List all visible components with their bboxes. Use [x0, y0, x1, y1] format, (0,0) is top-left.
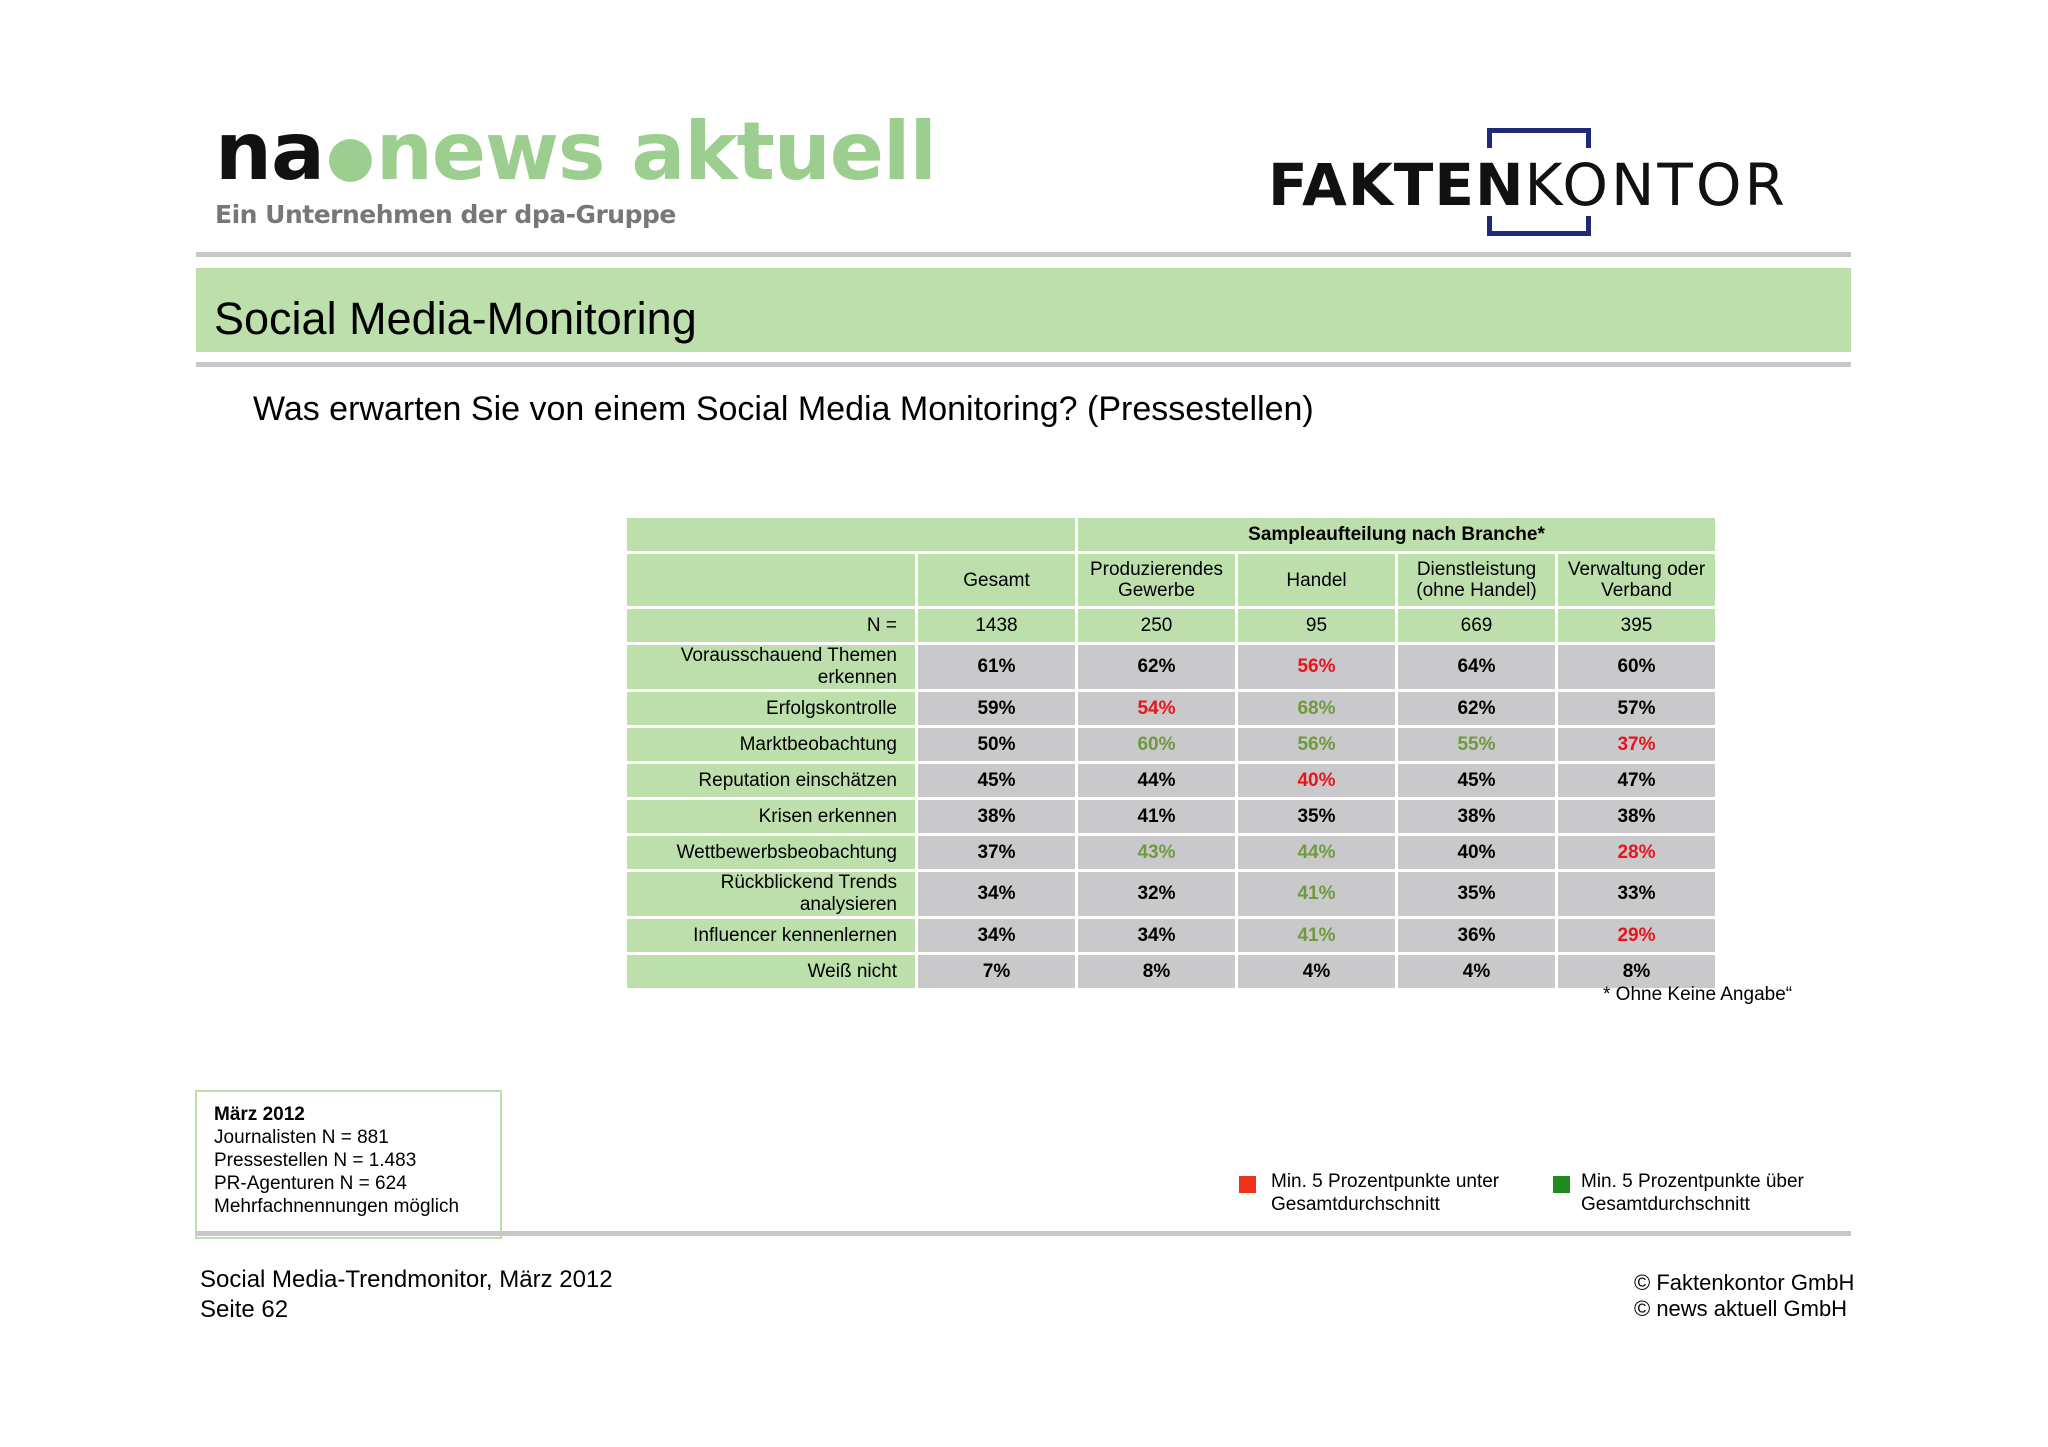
footer-rule	[196, 1231, 1851, 1236]
legend-text: Min. 5 Prozentpunkte über	[1581, 1171, 1804, 1192]
footer-page-number: Seite 62	[200, 1296, 289, 1323]
value-cell: 33%	[1558, 872, 1715, 916]
value-cell: 50%	[918, 728, 1075, 761]
value-cell: 36%	[1398, 919, 1555, 952]
news-aktuell-logo	[215, 105, 936, 229]
header-blank-cell	[627, 518, 1075, 551]
value-cell: 62%	[1078, 645, 1235, 689]
table-body	[627, 518, 1715, 988]
value-cell: 41%	[1238, 872, 1395, 916]
footer-report-name: Social Media-Trendmonitor, März 2012	[200, 1266, 613, 1293]
copyright-faktenkontor: © Faktenkontor GmbH	[1634, 1270, 1855, 1295]
column-header: Handel	[1238, 554, 1395, 606]
value-cell: 35%	[1238, 800, 1395, 833]
legend-text: Gesamtdurchschnitt	[1271, 1194, 1440, 1215]
table-n-row	[627, 609, 1715, 642]
n-value: 669	[1398, 609, 1555, 642]
column-header: Dienstleistung (ohne Handel)	[1398, 554, 1555, 606]
value-cell: 8%	[1558, 955, 1715, 988]
value-cell: 40%	[1238, 764, 1395, 797]
table-row	[627, 728, 1715, 761]
row-label: Rückblickend Trends analysieren	[627, 872, 915, 916]
value-cell: 34%	[918, 919, 1075, 952]
info-line: Mehrfachnennungen möglich	[214, 1196, 460, 1217]
news-text: news aktuell	[375, 105, 936, 198]
value-cell: 61%	[918, 645, 1075, 689]
survey-table	[624, 515, 1718, 991]
value-cell: 4%	[1238, 955, 1395, 988]
table-row	[627, 955, 1715, 988]
column-header: Gesamt	[918, 554, 1075, 606]
value-cell: 64%	[1398, 645, 1555, 689]
n-value: 95	[1238, 609, 1395, 642]
value-cell: 45%	[918, 764, 1075, 797]
logo-bracket-bottom	[1487, 216, 1591, 236]
value-cell: 43%	[1078, 836, 1235, 869]
news-aktuell-tagline: Ein Unternehmen der dpa-Gruppe	[215, 200, 676, 229]
footer-left	[200, 1265, 613, 1325]
kontor-text: KONTOR	[1524, 151, 1788, 219]
row-label: Reputation einschätzen	[627, 764, 915, 797]
value-cell: 37%	[1558, 728, 1715, 761]
row-label: Krisen erkennen	[627, 800, 915, 833]
value-cell: 41%	[1238, 919, 1395, 952]
value-cell: 60%	[1558, 645, 1715, 689]
table-group-header-row	[627, 518, 1715, 551]
page-title: Social Media-Monitoring	[214, 293, 697, 344]
value-cell: 56%	[1238, 645, 1395, 689]
copyright-news-aktuell: © news aktuell GmbH	[1634, 1296, 1848, 1321]
value-cell: 38%	[1558, 800, 1715, 833]
value-cell: 59%	[918, 692, 1075, 725]
faktenkontor-wordmark	[1268, 151, 1788, 219]
table-row	[627, 764, 1715, 797]
column-header: Verwaltung oder Verband	[1558, 554, 1715, 606]
value-cell: 55%	[1398, 728, 1555, 761]
info-line: Journalisten N = 881	[214, 1127, 389, 1148]
value-cell: 7%	[918, 955, 1075, 988]
value-cell: 45%	[1398, 764, 1555, 797]
group-header: Sampleaufteilung nach Branche*	[1078, 518, 1715, 551]
info-line: Pressestellen N = 1.483	[214, 1150, 417, 1171]
table-row	[627, 872, 1715, 916]
table-row	[627, 836, 1715, 869]
value-cell: 34%	[1078, 919, 1235, 952]
survey-question: Was erwarten Sie von einem Social Media Monitoring? (Pressestellen)	[253, 390, 1314, 428]
info-line: PR-Agenturen N = 624	[214, 1173, 407, 1194]
table-row	[627, 919, 1715, 952]
info-heading: März 2012	[214, 1104, 305, 1125]
value-cell: 38%	[1398, 800, 1555, 833]
row-label: Erfolgskontrolle	[627, 692, 915, 725]
footer-right	[1634, 1270, 1854, 1322]
value-cell: 29%	[1558, 919, 1715, 952]
table-row	[627, 692, 1715, 725]
value-cell: 68%	[1238, 692, 1395, 725]
row-label: Influencer kennenlernen	[627, 919, 915, 952]
n-value: 395	[1558, 609, 1715, 642]
table-column-header-row	[627, 554, 1715, 606]
value-cell: 54%	[1078, 692, 1235, 725]
value-cell: 37%	[918, 836, 1075, 869]
news-aktuell-wordmark	[215, 105, 936, 198]
n-label: N =	[627, 609, 915, 642]
column-header: Produzierendes Gewerbe	[1078, 554, 1235, 606]
logo-dot: ●	[325, 124, 374, 190]
value-cell: 60%	[1078, 728, 1235, 761]
value-cell: 34%	[918, 872, 1075, 916]
fakten-text: FAKTEN	[1268, 151, 1525, 219]
logo-bracket-top	[1487, 128, 1591, 148]
legend-text: Gesamtdurchschnitt	[1581, 1194, 1750, 1215]
legend-red-square	[1239, 1176, 1256, 1193]
footnote: * Ohne Keine Angabe“	[1603, 984, 1793, 1005]
table-row	[627, 645, 1715, 689]
sample-info-box	[195, 1090, 502, 1239]
legend-above-average	[1581, 1170, 1804, 1216]
value-cell: 44%	[1078, 764, 1235, 797]
title-rule	[196, 362, 1851, 367]
value-cell: 57%	[1558, 692, 1715, 725]
n-value: 250	[1078, 609, 1235, 642]
value-cell: 47%	[1558, 764, 1715, 797]
value-cell: 44%	[1238, 836, 1395, 869]
legend-below-average	[1271, 1170, 1499, 1216]
row-label: Weiß nicht	[627, 955, 915, 988]
header-blank-cell	[627, 554, 915, 606]
value-cell: 8%	[1078, 955, 1235, 988]
header-rule	[196, 252, 1851, 257]
table-row	[627, 800, 1715, 833]
na-text: na	[215, 105, 324, 198]
value-cell: 4%	[1398, 955, 1555, 988]
value-cell: 28%	[1558, 836, 1715, 869]
value-cell: 56%	[1238, 728, 1395, 761]
row-label: Vorausschauend Themen erkennen	[627, 645, 915, 689]
value-cell: 32%	[1078, 872, 1235, 916]
value-cell: 40%	[1398, 836, 1555, 869]
n-value: 1438	[918, 609, 1075, 642]
legend-green-square	[1553, 1176, 1570, 1193]
value-cell: 41%	[1078, 800, 1235, 833]
value-cell: 35%	[1398, 872, 1555, 916]
row-label: Marktbeobachtung	[627, 728, 915, 761]
value-cell: 38%	[918, 800, 1075, 833]
value-cell: 62%	[1398, 692, 1555, 725]
legend-text: Min. 5 Prozentpunkte unter	[1271, 1171, 1500, 1192]
faktenkontor-logo	[1268, 128, 1814, 238]
row-label: Wettbewerbsbeobachtung	[627, 836, 915, 869]
